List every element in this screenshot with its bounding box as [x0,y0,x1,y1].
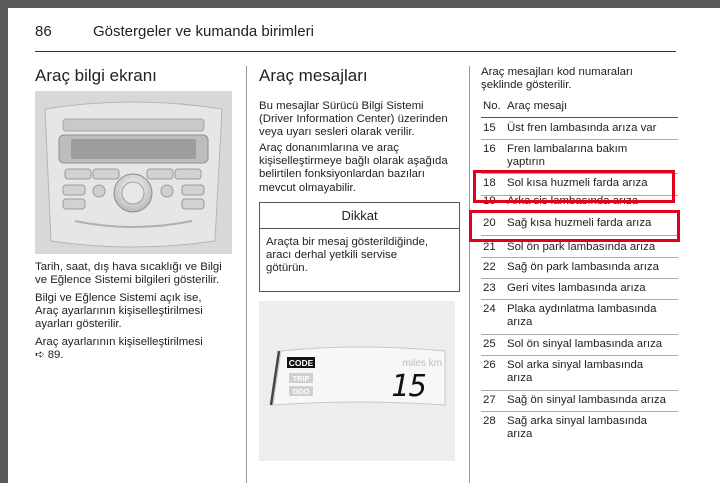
table-row: 20 Sağ kısa huzmeli farda arıza [481,212,678,236]
caution-text: Araçta bir mesaj gösterildiğinde, aracı derhal yetkili servise götürün. [266,236,429,275]
table-row: 24 Plaka aydınlatma lambasında arıza [481,300,678,335]
header-divider [35,51,676,52]
table-row: 25 Sol ön sinyal lambasında arıza [481,335,678,356]
manual-page [8,8,720,483]
caution-title: Dikkat [260,203,459,229]
paragraph: Tarih, saat, dış hava sıcaklığı ve Bilgi ve Eğlence Sistemi bilgileri gösterilir. [35,261,222,287]
table-row: 26 Sol arka sinyal lambasında arıza [481,356,678,391]
table-row: 19 Arka sis lambasında arıza [481,196,678,212]
table-row: 16 Fren lambalarına bakım yaptırın [481,140,678,174]
column-header-message: Araç mesajı [507,100,568,112]
page-number: 86 [35,23,52,40]
paragraph: Bu mesajlar Sürücü Bilgi Sistemi (Driver Information Center) üzerinden veya uyarı sesleri olarak verilir. [259,100,448,139]
highlight-box-row-20 [469,210,680,242]
table-header [481,98,678,118]
table-row: 15 Üst fren lambasında arıza var [481,119,678,140]
display-units: miles km [402,358,442,369]
page-header-title: Göstergeler ve kumanda birimleri [93,23,314,40]
infotainment-panel-photo [35,91,232,254]
display-code-label: CODE [288,358,314,368]
section-heading-info-display: Araç bilgi ekranı [35,66,157,85]
table-row: 18 Sol kısa huzmeli farda arıza [481,174,678,196]
table-row: 27 Sağ ön sinyal lambasında arıza [481,391,678,412]
column-divider [246,66,247,483]
paragraph: Bilgi ve Eğlence Sistemi açık ise, Araç ayarlarının kişiselleştirilmesi ayarları gösterilir. [35,292,203,331]
driver-info-display [259,301,455,461]
table-intro: Araç mesajları kod numaraları şeklinde gösterilir. [481,66,633,92]
display-odo-label: ODO [292,387,310,396]
highlight-box-row-18 [473,170,675,203]
cross-reference: Araç ayarlarının kişiselleştirilmesi ➪ 89. [35,336,203,362]
column-header-no: No. [483,100,501,112]
table-row: 22 Sağ ön park lambasında arıza [481,258,678,279]
column-divider [469,66,470,483]
lcd-display-icon [259,301,455,461]
paragraph: Araç donanımlarına ve araç kişiselleştirmeye bağlı olarak aşağıda belirtilen fonksiyonlardan bazıları mevcut olmayabilir. [259,142,448,194]
table-row: 28 Sağ arka sinyal lambasında arıza [483,415,647,441]
caution-box [259,202,460,292]
display-trip-label: TRIP [292,374,310,383]
table-row: 21 Sol ön park lambasında arıza [481,236,678,258]
table-row: 23 Geri vites lambasında arıza [481,279,678,300]
display-code-value: 15 [390,369,428,404]
section-heading-vehicle-messages: Araç mesajları [259,66,368,85]
infotainment-panel-icon [35,91,232,254]
